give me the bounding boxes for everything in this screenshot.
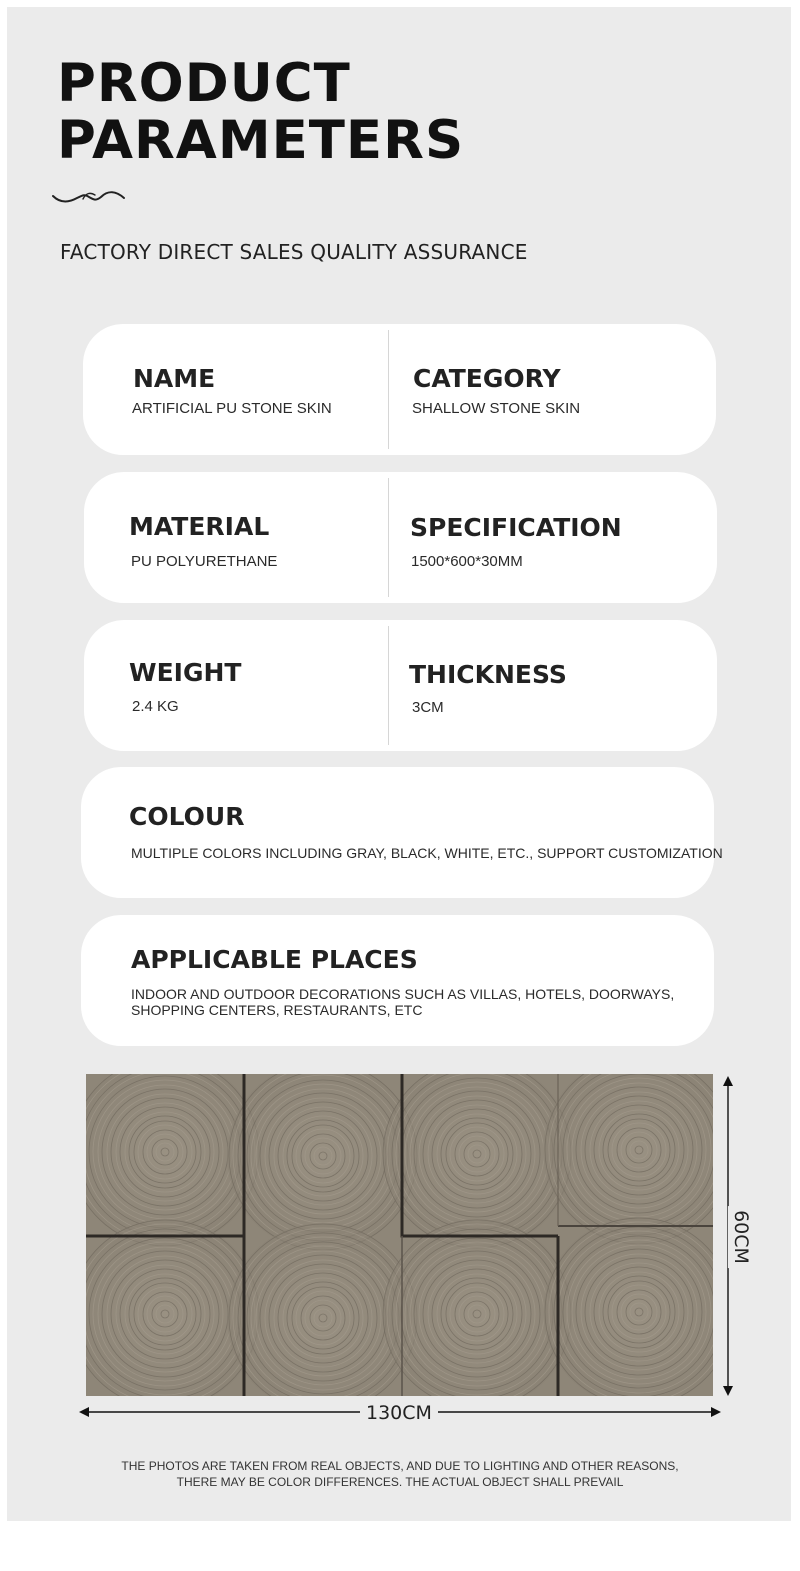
colour-label: COLOUR — [129, 802, 245, 831]
places-label: APPLICABLE PLACES — [131, 945, 418, 974]
width-dimension-label: 130CM — [360, 1402, 438, 1424]
page-title — [57, 55, 464, 169]
param-card-weight-thickness — [84, 620, 717, 751]
card-divider — [388, 330, 389, 449]
material-value: PU POLYURETHANE — [131, 553, 278, 570]
disclaimer-note — [100, 1458, 700, 1490]
title-line-1: PRODUCT — [57, 53, 351, 114]
wave-divider-icon — [52, 188, 126, 208]
specification-label: SPECIFICATION — [410, 513, 622, 542]
colour-value: MULTIPLE COLORS INCLUDING GRAY, BLACK, WHITE, ETC., SUPPORT CUSTOMIZATION — [131, 845, 723, 861]
param-card-material-specification — [84, 472, 717, 603]
thickness-label: THICKNESS — [409, 660, 567, 689]
title-line-2: PARAMETERS — [57, 110, 465, 171]
material-label: MATERIAL — [129, 512, 270, 541]
thickness-value: 3CM — [412, 699, 444, 716]
name-label: NAME — [133, 364, 216, 393]
param-card-colour — [81, 767, 723, 898]
name-value: ARTIFICIAL PU STONE SKIN — [132, 400, 332, 417]
param-card-name-category — [83, 324, 716, 455]
note-line-2: THERE MAY BE COLOR DIFFERENCES. THE ACTUAL OBJECT SHALL PREVAIL — [176, 1475, 624, 1489]
card-divider — [388, 626, 389, 745]
specification-value: 1500*600*30MM — [411, 553, 523, 570]
category-value: SHALLOW STONE SKIN — [412, 400, 581, 417]
height-dimension-label: 60CM — [728, 1206, 754, 1268]
places-value: INDOOR AND OUTDOOR DECORATIONS SUCH AS VILLAS, HOTELS, DOORWAYS, SHOPPING CENTERS, RESTAURANTS, ETC — [131, 986, 675, 1018]
subtitle: FACTORY DIRECT SALES QUALITY ASSURANCE — [60, 240, 528, 264]
product-photo — [86, 1074, 713, 1396]
note-line-1: THE PHOTOS ARE TAKEN FROM REAL OBJECTS, AND DUE TO LIGHTING AND OTHER REASONS, — [121, 1459, 679, 1473]
category-label: CATEGORY — [413, 364, 561, 393]
weight-value: 2.4 KG — [132, 698, 179, 715]
weight-label: WEIGHT — [129, 658, 242, 687]
card-divider — [388, 478, 389, 597]
param-card-applicable-places — [81, 915, 714, 1046]
